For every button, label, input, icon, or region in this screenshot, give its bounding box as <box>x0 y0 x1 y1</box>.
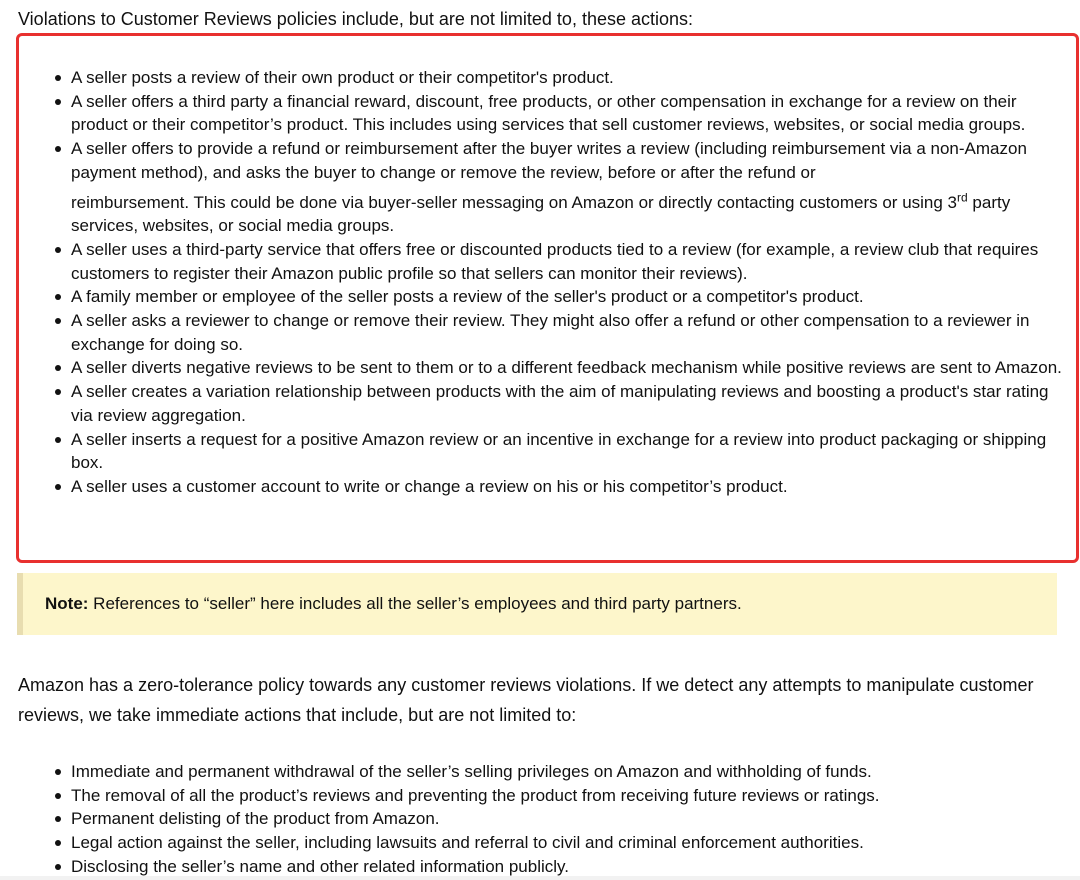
list-item: A seller posts a review of their own product or their competitor's product. <box>53 66 1063 90</box>
note-callout <box>17 573 1057 635</box>
note-label: Note: <box>45 594 89 613</box>
list-item: A family member or employee of the seller posts a review of the seller's product or a competitor's product. <box>53 285 1063 309</box>
list-item-text <box>71 185 968 215</box>
list-item: A seller uses a third-party service that offers free or discounted products tied to a review (for example, a review club that requires customers to register their Amazon public profile so that sellers can monitor their reviews). <box>53 238 1063 285</box>
list-item-text: party services, websites, or social media groups. <box>71 192 1011 236</box>
list-item: The removal of all the product’s reviews and preventing the product from receiving future reviews or ratings. <box>53 784 1063 808</box>
list-item: Immediate and permanent withdrawal of the seller’s selling privileges on Amazon and withholding of funds. <box>53 760 1063 784</box>
violations-intro: Violations to Customer Reviews policies include, but are not limited to, these actions: <box>18 9 694 29</box>
list-item: A seller uses a customer account to write or change a review on his or his competitor’s product. <box>53 475 1063 499</box>
list-item-text: reimbursement. This could be done via buyer-seller messaging on Amazon or directly contacting customers or using 3 <box>71 192 958 212</box>
list-item: A seller creates a variation relationship between products with the aim of manipulating reviews and boosting a product's star rating via review aggregation. <box>53 380 1063 427</box>
note-text <box>45 592 742 616</box>
violations-list <box>53 66 1063 499</box>
ordinal-suffix: rd <box>957 189 968 204</box>
list-item: A seller asks a reviewer to change or remove their review. They might also offer a refund or other compensation to a reviewer in exchange for doing so. <box>53 309 1063 356</box>
list-item-text: A seller offers to provide a refund or reimbursement after the buyer writes a review (including reimbursement via a non-Amazon payment method), and asks the buyer to change or remove the review, before or after the refund or <box>71 139 1027 182</box>
zero-tolerance-paragraph: Amazon has a zero-tolerance policy towards any customer reviews violations. If we detect any attempts to manipulate customer reviews, we take immediate actions that include, but are not limited to: <box>18 675 1034 725</box>
list-item: A seller offers a third party a financial reward, discount, free products, or other compensation in exchange for a review on their product or their competitor’s product. This includes using services that sell customer reviews, websites, or social media groups. <box>53 90 1063 137</box>
bottom-divider <box>0 876 1080 880</box>
actions-list <box>53 760 1063 879</box>
list-item: Legal action against the seller, including lawsuits and referral to civil and criminal enforcement authorities. <box>53 831 1063 855</box>
list-item: A seller inserts a request for a positive Amazon review or an incentive in exchange for a review into product packaging or shipping box. <box>53 428 1063 475</box>
list-item <box>53 137 1063 238</box>
list-item: A seller diverts negative reviews to be sent to them or to a different feedback mechanism while positive reviews are sent to Amazon. <box>53 356 1063 380</box>
list-item: Disclosing the seller’s name and other related information publicly. <box>53 855 1063 879</box>
list-item: Permanent delisting of the product from Amazon. <box>53 807 1063 831</box>
note-body: References to “seller” here includes all the seller’s employees and third party partners. <box>88 594 742 613</box>
